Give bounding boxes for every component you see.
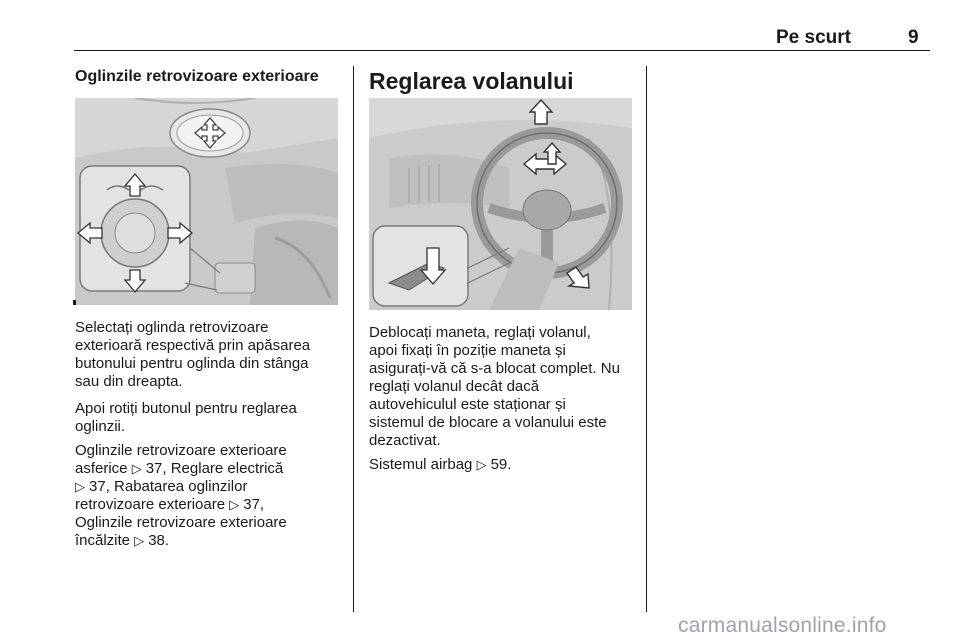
paragraph <box>369 456 511 474</box>
text-line: sau din dreapta. <box>75 373 183 390</box>
page-reference-icon: ▷ <box>131 461 142 476</box>
text-line: exterioară respectivă prin apăsarea <box>75 337 311 354</box>
watermark: carmanualsonline.info <box>678 614 887 637</box>
page-number: 9 <box>908 27 919 48</box>
text-fragment: Sistemul airbag <box>369 456 477 473</box>
page-reference-icon: ▷ <box>134 533 145 548</box>
page-reference-icon: ▷ <box>476 457 487 472</box>
steering-wheel-illustration <box>369 98 632 310</box>
paragraph <box>75 400 297 436</box>
text-fragment: , <box>259 496 265 513</box>
text-fragment: , Reglare electrică <box>162 460 284 477</box>
text-line <box>75 478 287 496</box>
column-divider-right <box>646 66 647 612</box>
text-line: Deblocați maneta, reglați volanul, <box>369 324 591 341</box>
text-fragment: încălzite <box>75 532 135 549</box>
text-line: apoi fixați în poziție maneta și <box>369 342 566 359</box>
text-line: dezactivat. <box>369 432 441 449</box>
page-reference-link[interactable]: 38 <box>148 532 165 549</box>
paragraph <box>75 319 310 391</box>
text-line: Selectați oglinda retrovizoare <box>75 319 269 336</box>
section-heading-steering: Reglarea volanului <box>369 68 574 94</box>
text-line: sistemul de blocare a volanului este <box>369 414 607 431</box>
text-line: reglați volanul decât dacă <box>369 378 540 395</box>
page-reference-icon: ▷ <box>75 479 85 494</box>
mirror-adjustment-illustration <box>75 98 338 305</box>
figure-marker <box>73 300 76 305</box>
text-fragment: . <box>164 532 170 549</box>
text-line: Oglinzile retrovizoare exterioare <box>75 442 287 459</box>
text-line <box>75 496 287 514</box>
column-divider-left <box>353 66 354 612</box>
text-fragment: asferice <box>75 460 132 477</box>
text-line <box>75 532 287 550</box>
page-header-title: Pe scurt <box>776 27 851 48</box>
text-line: Apoi rotiți butonul pentru reglarea <box>75 400 297 417</box>
page-reference-link[interactable]: 37 <box>89 478 106 495</box>
text-fragment: . <box>507 456 512 473</box>
paragraph <box>369 324 620 450</box>
text-fragment: retrovizoare exterioare <box>75 496 230 513</box>
text-line: butonului pentru oglinda din stânga <box>75 355 309 372</box>
header-rule <box>74 50 930 51</box>
section-heading-mirrors: Oglinzile retrovizoare exterioare <box>75 68 319 85</box>
text-fragment: , Rabatarea oglinzilor <box>105 478 248 495</box>
text-line: autovehiculul este staționar și <box>369 396 566 413</box>
text-line: oglinzii. <box>75 418 126 435</box>
page-reference-icon: ▷ <box>229 497 240 512</box>
page-reference-link[interactable]: 37 <box>145 460 163 477</box>
text-line <box>75 460 287 478</box>
text-line <box>369 456 511 474</box>
page-reference-link[interactable]: 59 <box>490 456 508 473</box>
text-line: asigurați-vă că s-a blocat complet. Nu <box>369 360 620 377</box>
paragraph <box>75 442 287 550</box>
page-reference-link[interactable]: 37 <box>243 496 260 513</box>
text-line: Oglinzile retrovizoare exterioare <box>75 514 287 531</box>
